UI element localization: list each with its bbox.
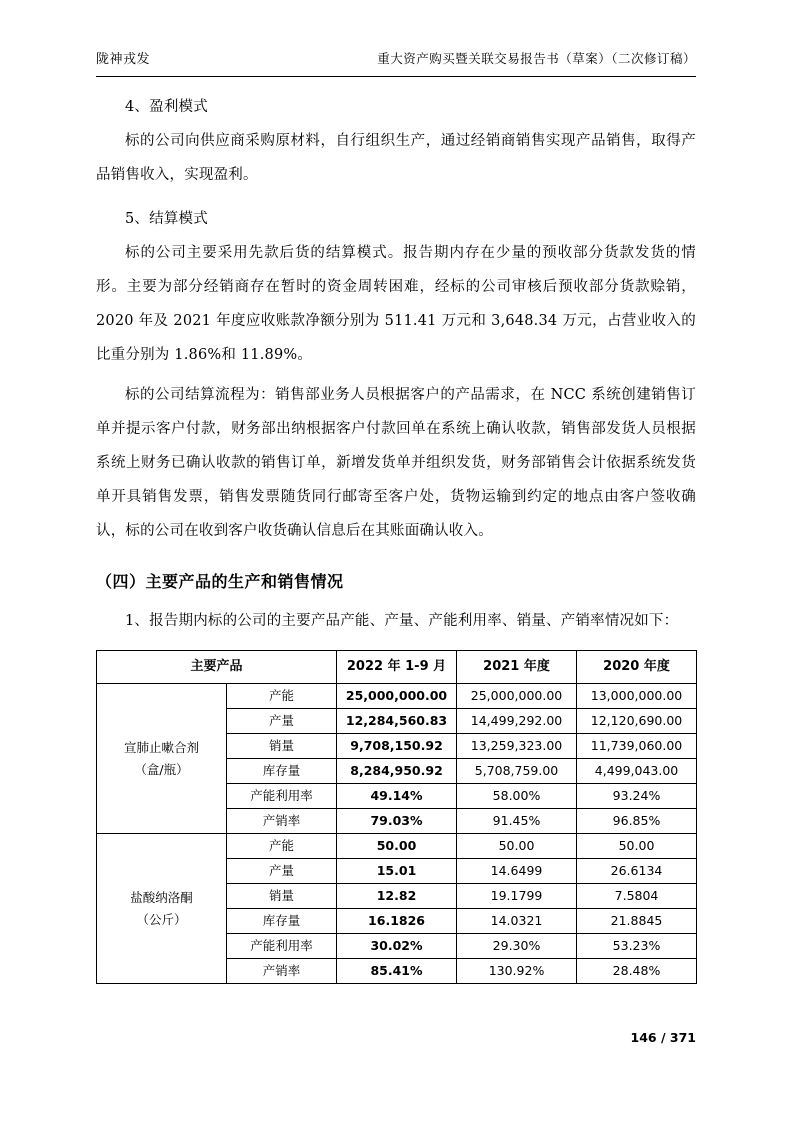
table-cell-2021: 58.00% <box>457 784 577 809</box>
header-company-name: 陇神戎发 <box>96 52 151 67</box>
page-number: 146 / 371 <box>630 1030 696 1045</box>
group-unit-0: （盒/瓶） <box>134 761 189 777</box>
table-cell-2021: 29.30% <box>457 934 577 959</box>
table-metric-label: 产销率 <box>227 809 337 834</box>
table-cell-2020: 11,739,060.00 <box>577 734 697 759</box>
group-unit-1: （公斤） <box>136 911 187 927</box>
table-group-label-0 <box>97 684 227 834</box>
table-col-header-2022: 2022 年 1-9 月 <box>337 651 457 684</box>
table-cell-2020: 93.24% <box>577 784 697 809</box>
table-cell-2021: 5,708,759.00 <box>457 759 577 784</box>
table-metric-label: 库存量 <box>227 759 337 784</box>
table-cell-2022: 12.82 <box>337 884 457 909</box>
header-divider <box>96 76 696 77</box>
item-4-title: 4、盈利模式 <box>125 99 208 115</box>
table-cell-2022: 9,708,150.92 <box>337 734 457 759</box>
item-5-paragraph-2: 标的公司结算流程为：销售部业务人员根据客户的产品需求，在 NCC 系统创建销售订单并提示客户付款，财务部出纳根据客户付款回单在系统上确认收款，销售部发货人员根据系统上财务已确认收款的销售订单，新增发货单并组织发货，财务部销售会计依据系统发货单开具销售发票，销售发票随货同行邮寄至客户处，货物运输到约定的地点由客户签收确认，标的公司在收到客户收货确认信息后在其账面确认收入。 <box>96 387 696 539</box>
table-cell-2021: 50.00 <box>457 834 577 859</box>
table-cell-2022: 15.01 <box>337 859 457 884</box>
table-cell-2021: 14,499,292.00 <box>457 709 577 734</box>
table-cell-2020: 50.00 <box>577 834 697 859</box>
header-document-title: 重大资产购买暨关联交易报告书（草案）（二次修订稿） <box>377 51 696 66</box>
table-header <box>97 651 697 684</box>
table-row <box>97 834 697 859</box>
table-body <box>97 684 697 984</box>
table-cell-2021: 19.1799 <box>457 884 577 909</box>
table-group-label-1 <box>97 834 227 984</box>
table-metric-label: 产能利用率 <box>227 934 337 959</box>
page-body <box>96 90 696 984</box>
table-cell-2020: 28.48% <box>577 959 697 984</box>
table-cell-2021: 14.0321 <box>457 909 577 934</box>
table-metric-label: 产能 <box>227 684 337 709</box>
item-5-paragraph-1: 标的公司主要采用先款后货的结算模式。报告期内存在少量的预收部分货款发货的情形。主要为部分经销商存在暂时的资金周转困难，经标的公司审核后预收部分货款赊销，2020 年及 2021 年度应收账款净额分别为 511.41 万元和 3,648.34 万元，占营业收入的比重分别为 1.86%和 11.89%。 <box>96 245 696 363</box>
table-metric-label: 库存量 <box>227 909 337 934</box>
table-metric-label: 产能利用率 <box>227 784 337 809</box>
table-header-row <box>97 651 697 684</box>
group-name-0: 宣肺止嗽合剂 <box>123 739 199 755</box>
table-cell-2020: 21.8845 <box>577 909 697 934</box>
table-cell-2021: 91.45% <box>457 809 577 834</box>
table-cell-2022: 79.03% <box>337 809 457 834</box>
table-metric-label: 产量 <box>227 859 337 884</box>
section-heading: （四）主要产品的生产和销售情况 <box>96 572 344 591</box>
group-name-1: 盐酸纳洛酮 <box>130 889 193 905</box>
table-col-header-2020: 2020 年度 <box>577 651 697 684</box>
table-cell-2020: 7.5804 <box>577 884 697 909</box>
table-cell-2020: 4,499,043.00 <box>577 759 697 784</box>
table-metric-label: 销量 <box>227 884 337 909</box>
production-sales-table-wrapper <box>96 650 696 984</box>
table-col-header-product: 主要产品 <box>97 651 337 684</box>
table-cell-2022: 85.41% <box>337 959 457 984</box>
table-metric-label: 产销率 <box>227 959 337 984</box>
item-1-paragraph: 1、报告期内标的公司的主要产品产能、产量、产能利用率、销量、产销率情况如下： <box>125 613 679 629</box>
table-metric-label: 销量 <box>227 734 337 759</box>
production-sales-table <box>96 650 697 984</box>
table-cell-2020: 12,120,690.00 <box>577 709 697 734</box>
table-cell-2022: 8,284,950.92 <box>337 759 457 784</box>
table-cell-2020: 53.23% <box>577 934 697 959</box>
table-cell-2020: 26.6134 <box>577 859 697 884</box>
table-cell-2022: 50.00 <box>337 834 457 859</box>
table-cell-2022: 12,284,560.83 <box>337 709 457 734</box>
table-cell-2022: 25,000,000.00 <box>337 684 457 709</box>
item-4-paragraph: 标的公司向供应商采购原材料，自行组织生产，通过经销商销售实现产品销售，取得产品销售收入，实现盈利。 <box>96 133 696 183</box>
table-cell-2022: 16.1826 <box>337 909 457 934</box>
item-5-title: 5、结算模式 <box>125 211 208 227</box>
table-cell-2021: 130.92% <box>457 959 577 984</box>
table-row <box>97 684 697 709</box>
table-cell-2020: 96.85% <box>577 809 697 834</box>
page-header <box>96 48 696 67</box>
table-metric-label: 产量 <box>227 709 337 734</box>
table-cell-2022: 30.02% <box>337 934 457 959</box>
table-metric-label: 产能 <box>227 834 337 859</box>
table-cell-2020: 13,000,000.00 <box>577 684 697 709</box>
table-cell-2021: 25,000,000.00 <box>457 684 577 709</box>
table-col-header-2021: 2021 年度 <box>457 651 577 684</box>
table-cell-2021: 14.6499 <box>457 859 577 884</box>
table-cell-2022: 49.14% <box>337 784 457 809</box>
table-cell-2021: 13,259,323.00 <box>457 734 577 759</box>
